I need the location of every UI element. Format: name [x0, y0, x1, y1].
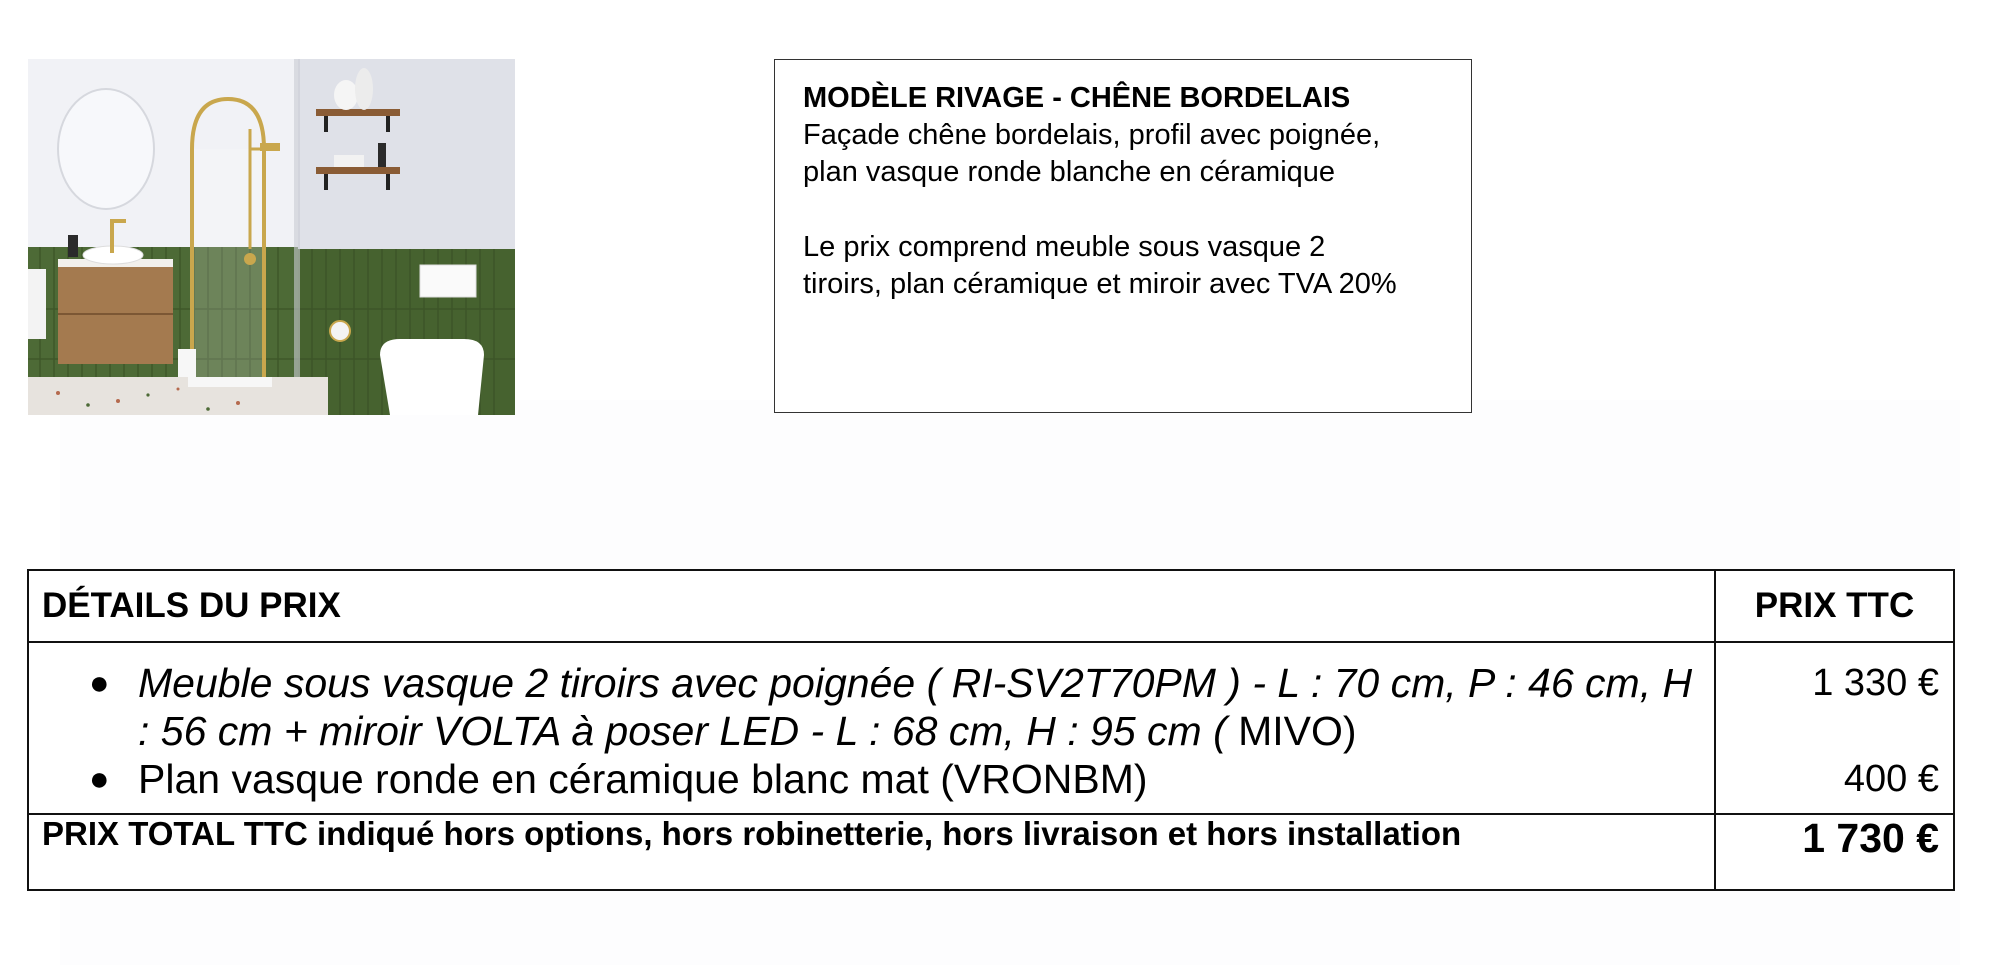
product-desc-line-1: Façade chêne bordelais, profil avec poignée, — [803, 119, 1381, 151]
price-note-line-2: tiroirs, plan céramique et miroir avec TVA 20% — [803, 268, 1397, 300]
total-label: PRIX TOTAL TTC indiqué hors options, hors robinetterie, hors livraison et hors installation — [28, 814, 1715, 890]
items-list — [29, 643, 1714, 803]
table-header-row — [28, 570, 1954, 642]
table-items-row — [28, 642, 1954, 814]
header-details: DÉTAILS DU PRIX — [28, 570, 1715, 642]
price-note-line-1: Le prix comprend meuble sous vasque 2 — [803, 231, 1326, 263]
product-desc-line-2: plan vasque ronde blanche en céramique — [803, 156, 1336, 188]
product-description-box — [774, 59, 1472, 413]
item-2-price: 400 € — [1843, 758, 1939, 800]
item-1-price: 1 330 € — [1812, 662, 1939, 704]
header-price: PRIX TTC — [1715, 570, 1954, 642]
product-title: MODÈLE RIVAGE - CHÊNE BORDELAIS — [803, 82, 1351, 114]
item-1-description: Meuble sous vasque 2 tiroirs avec poignée ( RI-SV2T70PM ) - L : 70 cm, P : 46 cm, H : 56 cm + miroir VOLTA à poser LED - L : 68 cm, H : 95 cm ( — [138, 660, 1693, 754]
price-details-table — [27, 569, 1955, 891]
spacer — [803, 191, 1443, 229]
table-total-row — [28, 814, 1954, 890]
total-price: 1 730 € — [1715, 814, 1954, 890]
items-cell — [28, 642, 1715, 814]
bullet-icon: ● — [89, 664, 110, 702]
bullet-icon: ● — [89, 760, 110, 798]
item-2-description: Plan vasque ronde en céramique blanc mat (VRONBM) — [138, 756, 1148, 802]
item-1-reference: MIVO) — [1226, 708, 1357, 754]
product-photo — [28, 59, 515, 415]
list-item — [29, 659, 1714, 755]
list-item — [29, 755, 1714, 803]
item-prices-cell — [1715, 642, 1954, 814]
